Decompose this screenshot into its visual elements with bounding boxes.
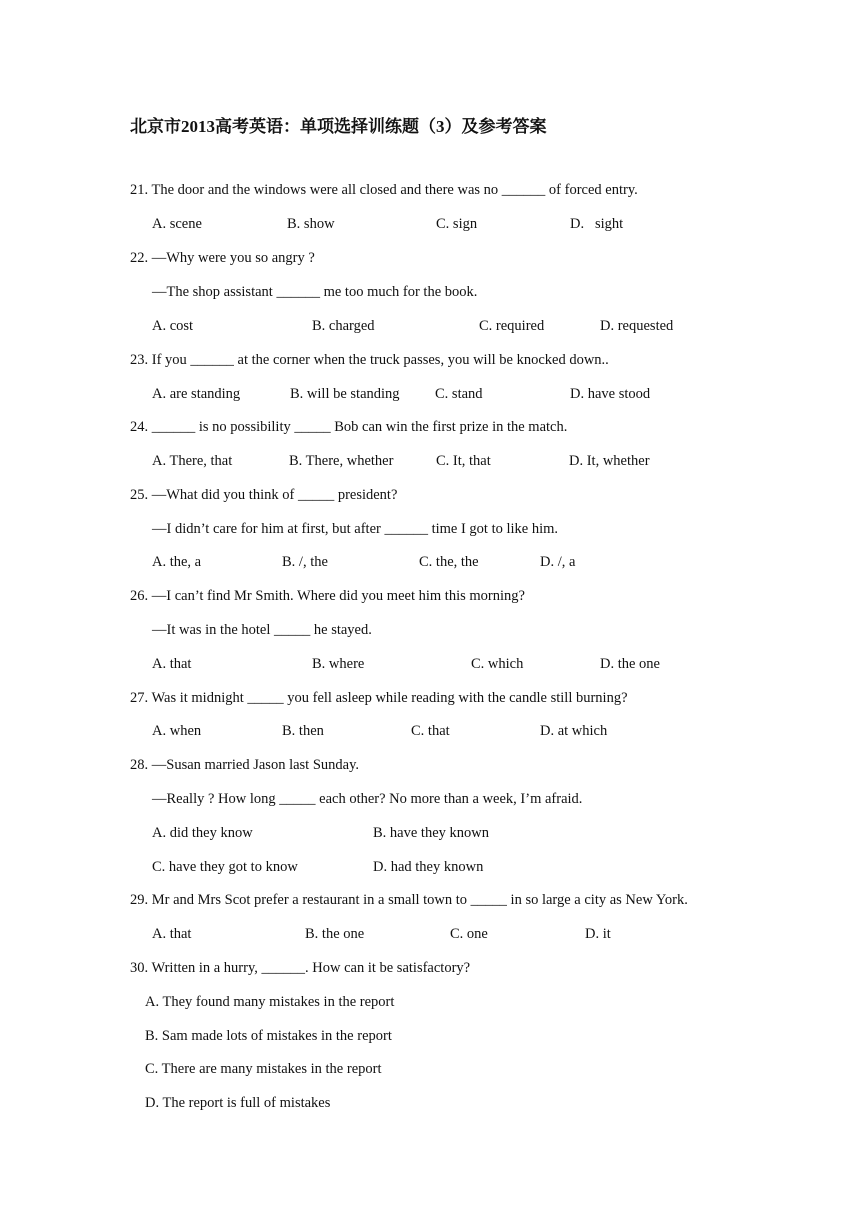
q24-option-a: A. There, that: [152, 453, 233, 469]
question-29: 29. Mr and Mrs Scot prefer a restaurant in a small town to _____ in so large a city as New York.: [130, 892, 688, 908]
q30-option-c: C. There are many mistakes in the report: [145, 1061, 382, 1077]
q25-option-b: B. /, the: [282, 554, 328, 570]
q25-option-c: C. the, the: [419, 554, 479, 570]
q21-option-c: C. sign: [436, 216, 478, 232]
q21-option-b: B. show: [287, 216, 335, 232]
q30-option-b: B. Sam made lots of mistakes in the report: [145, 1028, 392, 1044]
q23-option-b: B. will be standing: [290, 386, 400, 402]
q26-option-c: C. which: [471, 656, 524, 672]
question-26-reply: —It was in the hotel _____ he stayed.: [152, 622, 372, 638]
q28-option-d: D. had they known: [373, 859, 484, 875]
question-23: 23. If you ______ at the corner when the truck passes, you will be knocked down..: [130, 352, 609, 368]
question-22-reply: —The shop assistant ______ me too much for the book.: [152, 284, 478, 300]
q29-option-c: C. one: [450, 926, 488, 942]
question-22: 22. —Why were you so angry ?: [130, 250, 315, 266]
page-title: 北京市2013高考英语：单项选择训练题（3）及参考答案: [130, 117, 547, 136]
q22-option-a: A. cost: [152, 318, 194, 334]
q28-option-a: A. did they know: [152, 825, 253, 841]
q25-option-d: D. /, a: [540, 554, 576, 570]
q29-option-d: D. it: [585, 926, 611, 942]
question-28: 28. —Susan married Jason last Sunday.: [130, 757, 360, 773]
q27-option-d: D. at which: [540, 723, 608, 739]
q27-option-a: A. when: [152, 723, 202, 739]
q22-option-d: D. requested: [600, 318, 674, 334]
q29-option-a: A. that: [152, 926, 192, 942]
q23-option-a: A. are standing: [152, 386, 241, 402]
q24-option-d: D. It, whether: [569, 453, 650, 469]
question-24: 24. ______ is no possibility _____ Bob can win the first prize in the match.: [130, 419, 568, 435]
question-26: 26. —I can’t find Mr Smith. Where did you meet him this morning?: [130, 588, 525, 604]
q27-option-c: C. that: [411, 723, 450, 739]
question-25: 25. —What did you think of _____ president?: [130, 487, 398, 503]
question-27: 27. Was it midnight _____ you fell asleep while reading with the candle still burning?: [130, 690, 628, 706]
q29-option-b: B. the one: [305, 926, 365, 942]
question-25-reply: —I didn’t care for him at first, but after ______ time I got to like him.: [152, 521, 559, 537]
q26-option-a: A. that: [152, 656, 192, 672]
q25-option-a: A. the, a: [152, 554, 202, 570]
q28-option-c: C. have they got to know: [152, 859, 298, 875]
q23-option-d: D. have stood: [570, 386, 651, 402]
q21-option-d: D. sight: [570, 216, 624, 232]
question-28-reply: —Really ? How long _____ each other? No more than a week, I’m afraid.: [152, 791, 583, 807]
q26-option-d: D. the one: [600, 656, 660, 672]
q28-option-b: B. have they known: [373, 825, 489, 841]
q30-option-d: D. The report is full of mistakes: [145, 1095, 331, 1111]
q24-option-b: B. There, whether: [289, 453, 394, 469]
q22-option-c: C. required: [479, 318, 545, 334]
q27-option-b: B. then: [282, 723, 324, 739]
q24-option-c: C. It, that: [436, 453, 491, 469]
q22-option-b: B. charged: [312, 318, 375, 334]
q21-option-a: A. scene: [152, 216, 202, 232]
q23-option-c: C. stand: [435, 386, 483, 402]
question-21: 21. The door and the windows were all closed and there was no ______ of forced entry.: [130, 182, 638, 198]
q30-option-a: A. They found many mistakes in the report: [145, 994, 395, 1010]
q26-option-b: B. where: [312, 656, 365, 672]
question-30: 30. Written in a hurry, ______. How can it be satisfactory?: [130, 960, 471, 976]
